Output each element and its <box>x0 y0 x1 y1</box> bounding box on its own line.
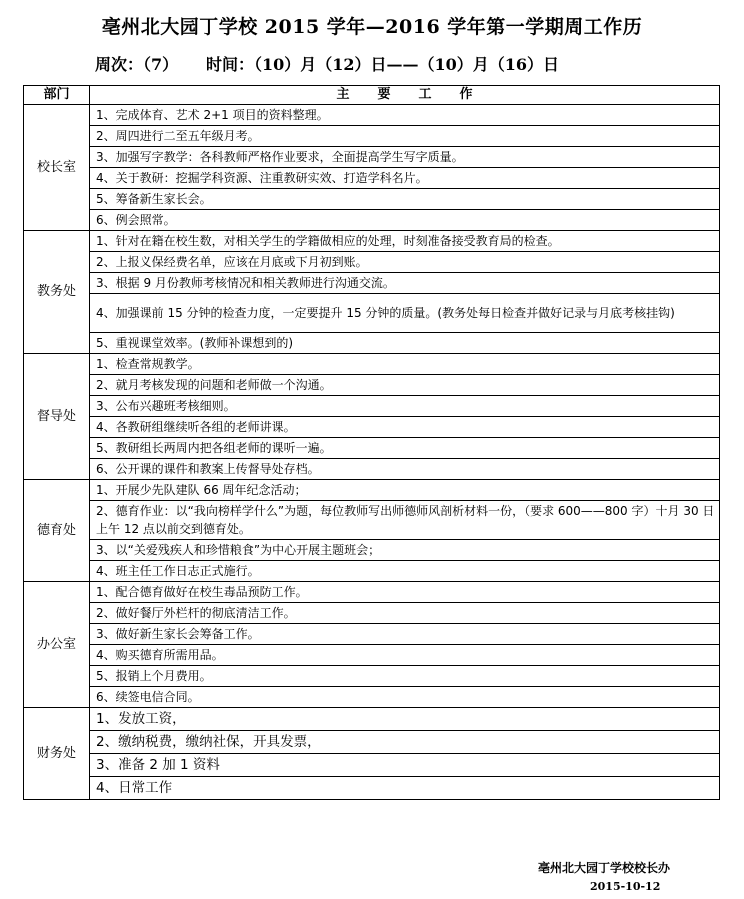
work-item: 5、筹备新生家长会。 <box>90 189 720 210</box>
work-item: 2、就月考核发现的问题和老师做一个沟通。 <box>90 375 720 396</box>
table-row <box>24 294 720 333</box>
work-item: 6、公开课的课件和教案上传督导处存档。 <box>90 459 720 480</box>
work-item: 2、做好餐厅外栏杆的彻底清洁工作。 <box>90 603 720 624</box>
work-item: 1、发放工资， <box>90 708 720 731</box>
work-item: 5、报销上个月费用。 <box>90 666 720 687</box>
table-row <box>24 666 720 687</box>
table-row <box>24 252 720 273</box>
work-item: 4、日常工作 <box>90 777 720 800</box>
work-item: 3、做好新生家长会筹备工作。 <box>90 624 720 645</box>
dept-column-header: 部门 <box>24 86 90 105</box>
table-row <box>24 231 720 252</box>
table-row <box>24 126 720 147</box>
table-row <box>24 396 720 417</box>
table-row <box>24 417 720 438</box>
table-row <box>24 645 720 666</box>
work-item: 2、周四进行二至五年级月考。 <box>90 126 720 147</box>
footer-date: 2015-10-12 <box>590 880 661 893</box>
table-row <box>24 210 720 231</box>
table-row <box>24 459 720 480</box>
work-item: 3、以“关爱残疾人和珍惜粮食”为中心开展主题班会； <box>90 540 720 561</box>
table-row <box>24 273 720 294</box>
dept-cell-finance: 财务处 <box>24 708 90 800</box>
table-row <box>24 333 720 354</box>
footer-organization: 亳州北大园丁学校校长办 <box>538 861 671 875</box>
work-item: 4、购买德育所需用品。 <box>90 645 720 666</box>
work-item: 3、加强写字教学：各科教师严格作业要求，全面提高学生写字质量。 <box>90 147 720 168</box>
table-row <box>24 603 720 624</box>
work-item: 5、教研组长两周内把各组老师的课听一遍。 <box>90 438 720 459</box>
table-row <box>24 582 720 603</box>
table-row <box>24 105 720 126</box>
work-item: 1、配合德育做好在校生毒品预防工作。 <box>90 582 720 603</box>
work-item: 4、班主任工作日志正式施行。 <box>90 561 720 582</box>
work-item: 3、根据 9 月份教师考核情况和相关教师进行沟通交流。 <box>90 273 720 294</box>
work-item: 2、上报义保经费名单，应该在月底或下月初到账。 <box>90 252 720 273</box>
work-item: 5、重视课堂效率。(教师补课想到的) <box>90 333 720 354</box>
table-row <box>24 480 720 501</box>
work-item: 6、例会照常。 <box>90 210 720 231</box>
work-item: 1、检查常规教学。 <box>90 354 720 375</box>
work-item: 4、加强课前 15 分钟的检查力度，一定要提升 15 分钟的质量。(教务处每日检查并做好记录与月底考核挂钩) <box>90 294 720 333</box>
table-row <box>24 754 720 777</box>
table-row <box>24 731 720 754</box>
work-item: 2、德育作业：以“我向榜样学什么”为题，每位教师写出师德师风剖析材料一份，（要求 600——800 字）十月 30 日上午 12 点以前交到德育处。 <box>90 501 720 540</box>
work-item: 1、针对在籍在校生数，对相关学生的学籍做相应的处理，时刻准备接受教育局的检查。 <box>90 231 720 252</box>
table-row <box>24 354 720 375</box>
week-info: 周次：（7） 时间：（10）月（12）日——（10）月（16）日 <box>95 55 560 74</box>
work-item: 3、公布兴趣班考核细则。 <box>90 396 720 417</box>
table-row <box>24 561 720 582</box>
dept-cell-academic-affairs: 教务处 <box>24 231 90 354</box>
table-row <box>24 168 720 189</box>
work-item: 2、缴纳税费，缴纳社保，开具发票， <box>90 731 720 754</box>
work-item: 1、开展少先队建队 66 周年纪念活动； <box>90 480 720 501</box>
table-row <box>24 501 720 540</box>
table-row <box>24 687 720 708</box>
work-item: 4、各教研组继续听各组的老师讲课。 <box>90 417 720 438</box>
table-row <box>24 777 720 800</box>
work-item: 1、完成体育、艺术 2+1 项目的资料整理。 <box>90 105 720 126</box>
table-row <box>24 147 720 168</box>
table-row <box>24 375 720 396</box>
dept-cell-supervision: 督导处 <box>24 354 90 480</box>
table-header-row <box>24 86 720 105</box>
page-title: 亳州北大园丁学校 2015 学年—2016 学年第一学期周工作历 <box>101 16 643 38</box>
table-row <box>24 438 720 459</box>
work-item: 6、续签电信合同。 <box>90 687 720 708</box>
dept-cell-principal-office: 校长室 <box>24 105 90 231</box>
table-row <box>24 540 720 561</box>
table-row <box>24 624 720 645</box>
work-calendar-table <box>23 85 720 800</box>
dept-cell-moral-education: 德育处 <box>24 480 90 582</box>
work-item: 4、关于教研：挖掘学科资源、注重教研实效、打造学科名片。 <box>90 168 720 189</box>
table-row <box>24 708 720 731</box>
work-item: 3、准备 2 加 1 资料 <box>90 754 720 777</box>
main-work-column-header: 主要工作 <box>90 86 720 105</box>
table-row <box>24 189 720 210</box>
dept-cell-general-office: 办公室 <box>24 582 90 708</box>
